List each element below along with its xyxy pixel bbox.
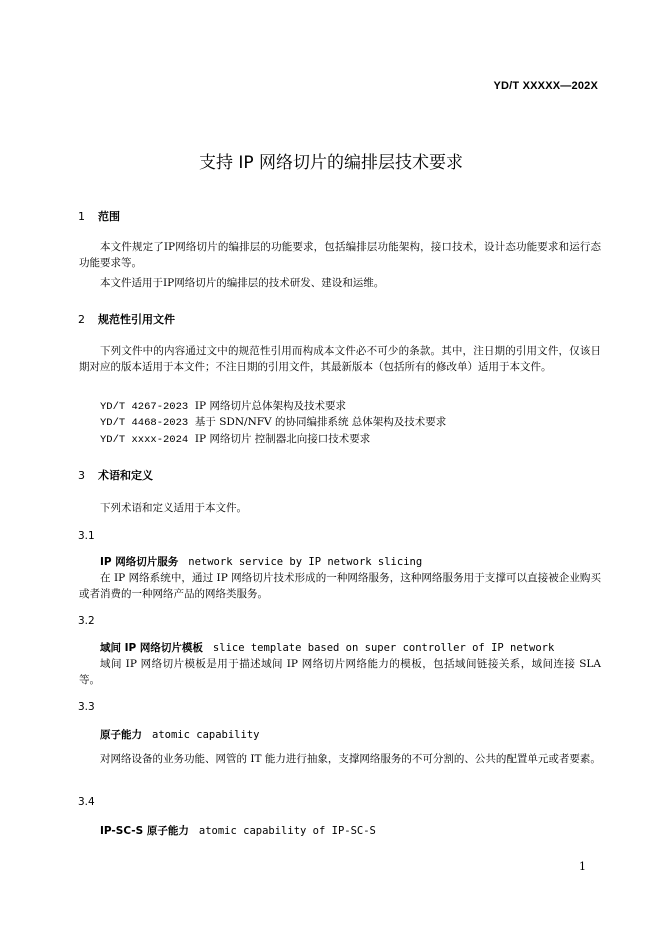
clause-number: 3.2 bbox=[78, 615, 95, 627]
section-number: 3 bbox=[78, 469, 85, 482]
term-definition: 在 IP 网络系统中，通过 IP 网络切片技术形成的一种网络服务，这种网络服务用于支撑可以直接被企业购买或者消费的一种网络产品的网络类服务。 bbox=[79, 572, 601, 600]
term-heading bbox=[100, 727, 259, 742]
section-3-heading bbox=[78, 467, 153, 483]
term-name-zh: 原子能力 bbox=[100, 729, 142, 741]
section-number: 2 bbox=[78, 313, 85, 326]
page-number: 1 bbox=[579, 860, 586, 873]
section-title: 范围 bbox=[98, 210, 120, 223]
term-name-en: network service by IP network slicing bbox=[188, 556, 423, 568]
term-heading bbox=[100, 640, 554, 655]
section-1-paragraph-2: 本文件适用于IP网络切片的编排层的技术研发、建设和运维。 bbox=[100, 277, 385, 289]
clause-number: 3.3 bbox=[78, 701, 95, 713]
reference-item bbox=[100, 431, 370, 446]
reference-item bbox=[100, 414, 446, 429]
reference-title: IP 网络切片 控制器北向接口技术要求 bbox=[194, 433, 371, 445]
reference-code: YD/T 4468-2023 bbox=[100, 417, 189, 429]
term-heading bbox=[100, 554, 422, 569]
section-1-heading bbox=[78, 208, 120, 224]
term-name-zh: IP-SC-S 原子能力 bbox=[100, 825, 189, 837]
section-3-paragraph-1: 下列术语和定义适用于本文件。 bbox=[100, 502, 247, 514]
reference-title: IP 网络切片总体架构及技术要求 bbox=[194, 400, 346, 412]
reference-code: YD/T 4267-2023 bbox=[100, 401, 189, 413]
clause-number: 3.4 bbox=[78, 796, 95, 808]
section-1-paragraph-1: 本文件规定了IP网络切片的编排层的功能要求，包括编排层功能架构，接口技术，设计态功能要求和运行态功能要求等。 bbox=[79, 241, 601, 269]
term-name-en: atomic capability bbox=[152, 729, 260, 741]
section-2-paragraph-1: 下列文件中的内容通过文中的规范性引用而构成本文件必不可少的条款。其中，注日期的引用文件，仅该日期对应的版本适用于本文件；不注日期的引用文件，其最新版本（包括所有的修改单）适用于本文件。 bbox=[79, 345, 601, 373]
reference-title: 基于 SDN/NFV 的协同编排系统 总体架构及技术要求 bbox=[194, 416, 447, 428]
term-name-zh: 域间 IP 网络切片模板 bbox=[100, 642, 203, 654]
term-name-zh: IP 网络切片服务 bbox=[100, 556, 179, 568]
section-number: 1 bbox=[78, 210, 85, 223]
section-2-heading bbox=[78, 311, 175, 327]
term-name-en: slice template based on super controller of IP network bbox=[212, 642, 555, 654]
term-heading bbox=[100, 823, 376, 838]
clause-number: 3.1 bbox=[78, 530, 95, 542]
term-definition: 域间 IP 网络切片模板是用于描述域间 IP 网络切片网络能力的模板，包括域间链接关系，域间连接 SLA 等。 bbox=[79, 658, 601, 686]
document-title: 支持 IP 网络切片的编排层技术要求 bbox=[198, 153, 464, 173]
section-title: 规范性引用文件 bbox=[98, 313, 175, 326]
document-code: YD/T XXXXX—202X bbox=[493, 80, 598, 92]
reference-item bbox=[100, 398, 346, 413]
term-name-en: atomic capability of IP-SC-S bbox=[198, 825, 376, 837]
term-definition: 对网络设备的业务功能、网管的 IT 能力进行抽象，支撑网络服务的不可分割的、公共的配置单元或者要素。 bbox=[100, 753, 601, 765]
section-title: 术语和定义 bbox=[98, 469, 153, 482]
reference-code: YD/T xxxx-2024 bbox=[100, 434, 189, 446]
